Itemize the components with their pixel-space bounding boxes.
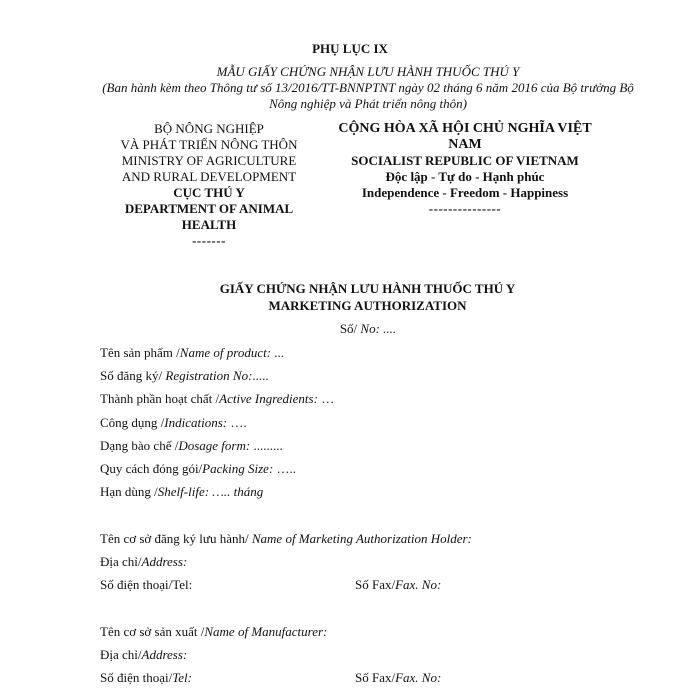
- field-label-vi: Quy cách đóng gói/: [100, 461, 203, 476]
- ministry-en-line2: AND RURAL DEVELOPMENT: [121, 169, 297, 184]
- field-shelf-life: [100, 484, 263, 500]
- holder-name: [100, 531, 472, 547]
- certificate-number-vi: Số/: [339, 321, 358, 336]
- department-en-line2: HEALTH: [181, 217, 237, 232]
- manufacturer-phone-en: Tel:: [172, 670, 192, 685]
- department-vi: CỤC THÚ Y: [173, 185, 245, 200]
- republic-name-vi-line1: CỘNG HÒA XÃ HỘI CHỦ NGHĨA VIỆT: [338, 121, 592, 136]
- field-label-vi: Dạng bào chế /: [100, 438, 179, 453]
- field-value: .....: [252, 368, 269, 383]
- field-dosage-form: [100, 438, 283, 454]
- manufacturer-fax: [355, 670, 441, 686]
- manufacturer-phone-vi: Số điện thoại/: [100, 670, 173, 685]
- manufacturer-phone: [100, 670, 192, 686]
- holder-fax: [355, 577, 441, 593]
- form-title: MẪU GIẤY CHỨNG NHẬN LƯU HÀNH THUỐC THÚ Y: [216, 64, 520, 79]
- manufacturer-name: [100, 624, 327, 640]
- field-registration-no: [100, 368, 269, 384]
- holder-name-vi: Tên cơ sở đăng ký lưu hành/: [100, 531, 252, 546]
- republic-separator: ---------------: [428, 201, 502, 216]
- field-product-name: [100, 345, 284, 361]
- issuing-agency-block: [95, 121, 323, 249]
- field-label-en: Indications:: [164, 415, 228, 430]
- appendix-heading: PHỤ LỤC IX: [312, 41, 388, 56]
- ministry-vi-line2: VÀ PHÁT TRIỂN NÔNG THÔN: [120, 137, 298, 152]
- republic-name-vi-line2: NAM: [448, 137, 482, 152]
- motto-vi: Độc lập - Tự do - Hạnh phúc: [385, 169, 545, 184]
- manufacturer-address: [100, 647, 187, 663]
- holder-address-en: Address:: [141, 554, 188, 569]
- field-label-en: Shelf-life: ….. tháng: [157, 484, 264, 499]
- field-label-vi: Số đăng ký/: [100, 368, 166, 383]
- field-value: ….: [227, 415, 247, 430]
- manufacturer-fax-vi: Số Fax/: [355, 670, 396, 685]
- motto-en: Independence - Freedom - Happiness: [361, 185, 569, 200]
- field-indications: [100, 415, 247, 431]
- field-label-en: Dosage form:: [178, 438, 251, 453]
- republic-name-en: SOCIALIST REPUBLIC OF VIETNAM: [351, 153, 579, 168]
- certificate-title-en: MARKETING AUTHORIZATION: [268, 298, 467, 313]
- field-label-en: Registration No:: [165, 368, 253, 383]
- field-label-vi: Thành phần hoạt chất /: [100, 391, 220, 406]
- field-label-vi: Công dụng /: [100, 415, 165, 430]
- field-value: …: [317, 391, 335, 406]
- holder-name-en: Name of Marketing Authorization Holder:: [251, 531, 472, 546]
- manufacturer-address-vi: Địa chỉ/: [100, 647, 142, 662]
- ministry-vi-line1: BỘ NÔNG NGHIỆP: [154, 121, 264, 136]
- certificate-title-vi: GIẤY CHỨNG NHẬN LƯU HÀNH THUỐC THÚ Y: [219, 281, 516, 296]
- field-label-en: Name of product:: [179, 345, 272, 360]
- issued-note: (Ban hành kèm theo Thông tư số 13/2016/TT-BNNPTNT ngày 02 tháng 6 năm 2016 của Bộ trưởng Bộ Nông nghiệp và Phát triển nông thôn): [102, 80, 634, 111]
- field-active-ingredients: [100, 391, 334, 407]
- field-packing-size: [100, 461, 296, 477]
- holder-address: [100, 554, 187, 570]
- republic-header-block: [330, 121, 600, 217]
- ministry-en-line1: MINISTRY OF AGRICULTURE: [121, 153, 297, 168]
- holder-fax-en: Fax. No:: [395, 577, 442, 592]
- certificate-number: [0, 321, 700, 337]
- manufacturer-address-en: Address:: [141, 647, 188, 662]
- manufacturer-fax-en: Fax. No:: [395, 670, 442, 685]
- holder-fax-vi: Số Fax/: [355, 577, 396, 592]
- certificate-title: [120, 280, 615, 314]
- manufacturer-name-vi: Tên cơ sở sản xuất /: [100, 624, 205, 639]
- field-value: .........: [250, 438, 283, 453]
- department-en-line1: DEPARTMENT OF ANIMAL: [124, 201, 294, 216]
- field-label-vi: Hạn dùng /: [100, 484, 158, 499]
- field-label-en: Packing Size:: [202, 461, 274, 476]
- field-label-vi: Tên sản phẩm /: [100, 345, 180, 360]
- field-value: ...: [271, 345, 285, 360]
- holder-address-vi: Địa chỉ/: [100, 554, 142, 569]
- field-label-en: Active Ingredients:: [219, 391, 318, 406]
- field-value: …..: [273, 461, 297, 476]
- agency-separator: -------: [192, 233, 226, 248]
- certificate-number-en: No: ....: [357, 321, 397, 336]
- manufacturer-name-en: Name of Manufacturer:: [204, 624, 328, 639]
- holder-phone: Số điện thoại/Tel:: [100, 577, 193, 592]
